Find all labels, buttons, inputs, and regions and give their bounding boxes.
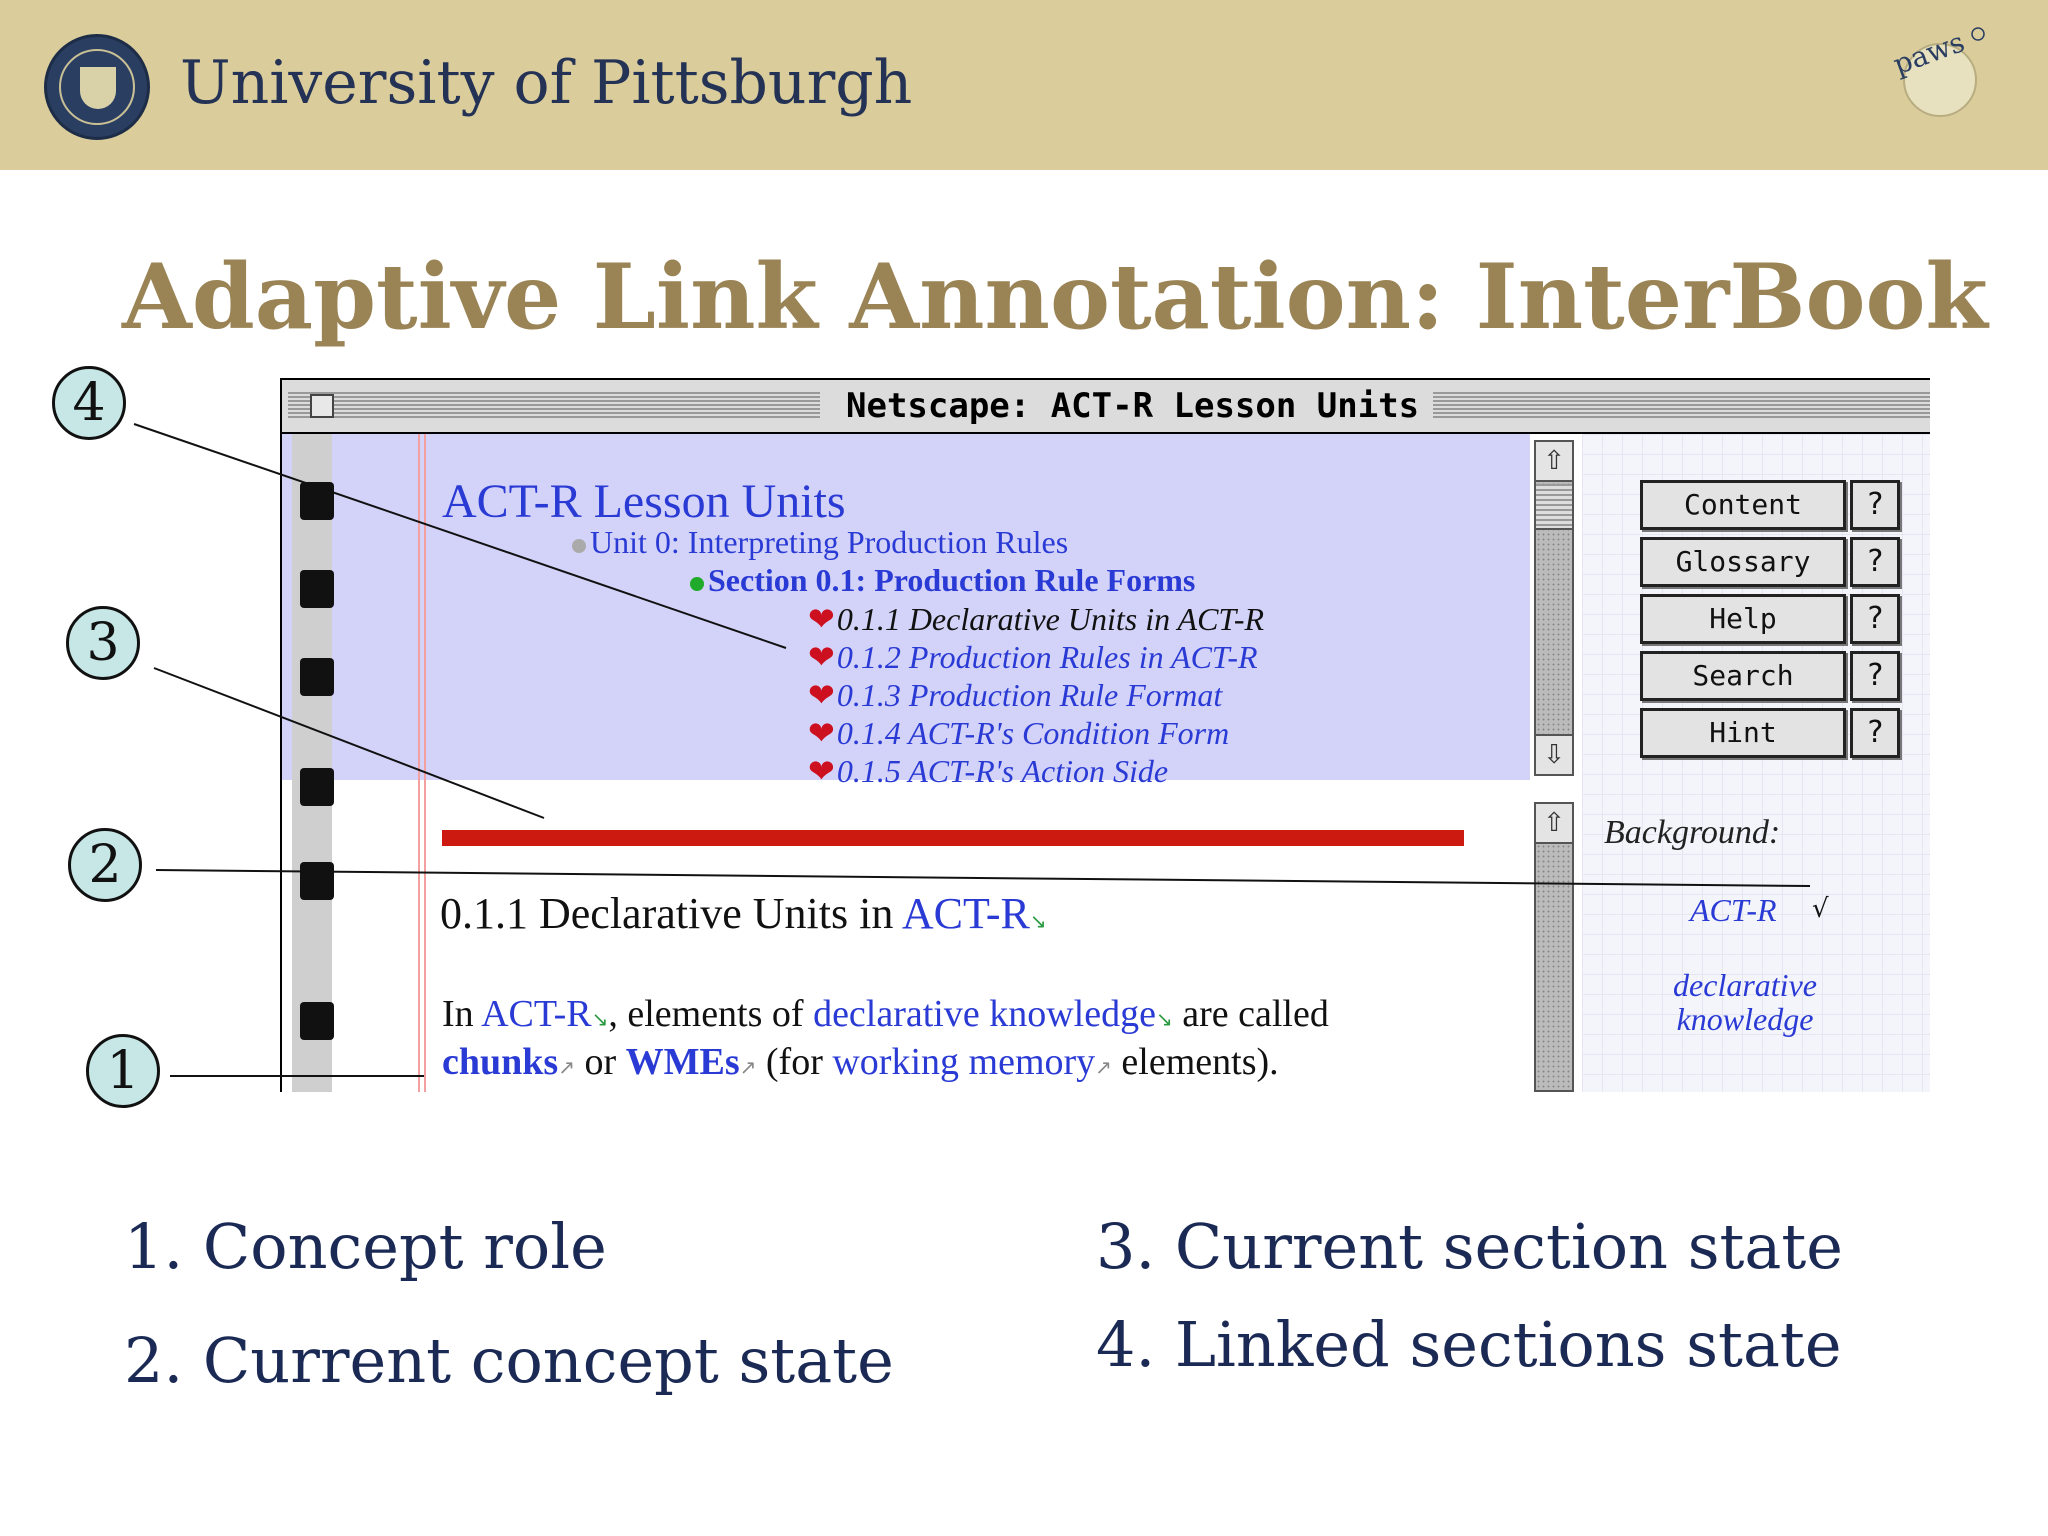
concept-link[interactable]: ACT-R (901, 889, 1030, 938)
glossary-help-button[interactable]: ? (1850, 537, 1900, 587)
content-help-button[interactable]: ? (1850, 480, 1900, 530)
content-paragraph-line: In ACT-R↘, elements of declarative knowledge↘ are called (442, 993, 1329, 1035)
concept-link[interactable]: ACT-R (481, 993, 592, 1035)
legend-item-2: 2. Current concept state (124, 1324, 894, 1397)
red-heart-bullet-icon: ❤ (808, 639, 835, 675)
background-concept-act-r[interactable]: ACT-R (1690, 892, 1777, 928)
concept-link[interactable]: WMEs (625, 1041, 740, 1083)
search-button[interactable]: Search (1640, 651, 1846, 701)
concept-state-arrow-icon: ↘ (1155, 1007, 1173, 1031)
callout-1: 1 (86, 1034, 160, 1108)
callout-4: 4 (52, 366, 126, 440)
toc-unit-link[interactable]: Unit 0: Interpreting Production Rules (572, 524, 1068, 561)
check-mark-icon: √ (1812, 894, 1829, 924)
concept-state-arrow-icon: ↘ (591, 1007, 609, 1031)
arrow-up-icon[interactable]: ⇧ (1536, 804, 1572, 844)
concept-role-arrow-icon: ↗ (558, 1055, 575, 1079)
help-help-button[interactable]: ? (1850, 594, 1900, 644)
svg-text:paws: paws (1888, 25, 1969, 82)
glossary-button[interactable]: Glossary (1640, 537, 1846, 587)
concept-link[interactable]: chunks (442, 1041, 559, 1083)
red-heart-bullet-icon: ❤ (808, 601, 835, 637)
concept-role-arrow-icon: ↗ (739, 1055, 757, 1079)
arrow-up-icon[interactable]: ⇧ (1536, 442, 1572, 482)
background-concept-declarative-knowledge[interactable]: declarative knowledge (1673, 967, 1817, 1037)
university-name: University of Pittsburgh (180, 48, 913, 118)
toc-item-link[interactable]: ❤0.1.2 Production Rules in ACT-R (808, 639, 1258, 675)
concept-link[interactable]: working memory (832, 1041, 1096, 1083)
toc-section-link[interactable]: Section 0.1: Production Rule Forms (690, 562, 1195, 599)
red-heart-bullet-icon: ❤ (808, 715, 835, 751)
toc-item-link[interactable]: ❤0.1.4 ACT-R's Condition Form (808, 715, 1230, 751)
red-heart-bullet-icon: ❤ (808, 677, 835, 713)
legend-item-3: 3. Current section state (1096, 1210, 1843, 1283)
toc-heading[interactable]: ACT-R Lesson Units (442, 475, 846, 528)
arrow-down-icon[interactable]: ⇩ (1536, 734, 1572, 774)
content-button[interactable]: Content (1640, 480, 1846, 530)
legend-item-4: 4. Linked sections state (1096, 1308, 1842, 1381)
toc-item-current[interactable]: ❤0.1.1 Declarative Units in ACT-R (808, 601, 1265, 637)
hint-button[interactable]: Hint (1640, 708, 1846, 758)
concept-link[interactable]: declarative knowledge (813, 993, 1156, 1035)
help-button[interactable]: Help (1640, 594, 1846, 644)
hint-help-button[interactable]: ? (1850, 708, 1900, 758)
search-help-button[interactable]: ? (1850, 651, 1900, 701)
slide-title: Adaptive Link Annotation: InterBook (122, 244, 1988, 350)
content-paragraph-line: chunks↗ or WMEs↗ (for working memory↗ elements). (442, 1041, 1279, 1083)
legend-item-1: 1. Concept role (124, 1210, 607, 1283)
callout-3: 3 (66, 606, 140, 680)
red-heart-bullet-icon: ❤ (808, 753, 835, 789)
toc-item-link[interactable]: ❤0.1.3 Production Rule Format (808, 677, 1223, 713)
background-label: Background: (1604, 814, 1781, 851)
toc-item-link[interactable]: ❤0.1.5 ACT-R's Action Side (808, 753, 1169, 789)
section-heading: 0.1.1 Declarative Units in ACT-R↘ (440, 889, 1047, 938)
concept-state-arrow-icon: ↘ (1029, 909, 1047, 933)
window-title: Netscape: ACT-R Lesson Units (832, 386, 1433, 426)
concept-role-arrow-icon: ↗ (1095, 1055, 1112, 1079)
callout-2: 2 (68, 828, 142, 902)
